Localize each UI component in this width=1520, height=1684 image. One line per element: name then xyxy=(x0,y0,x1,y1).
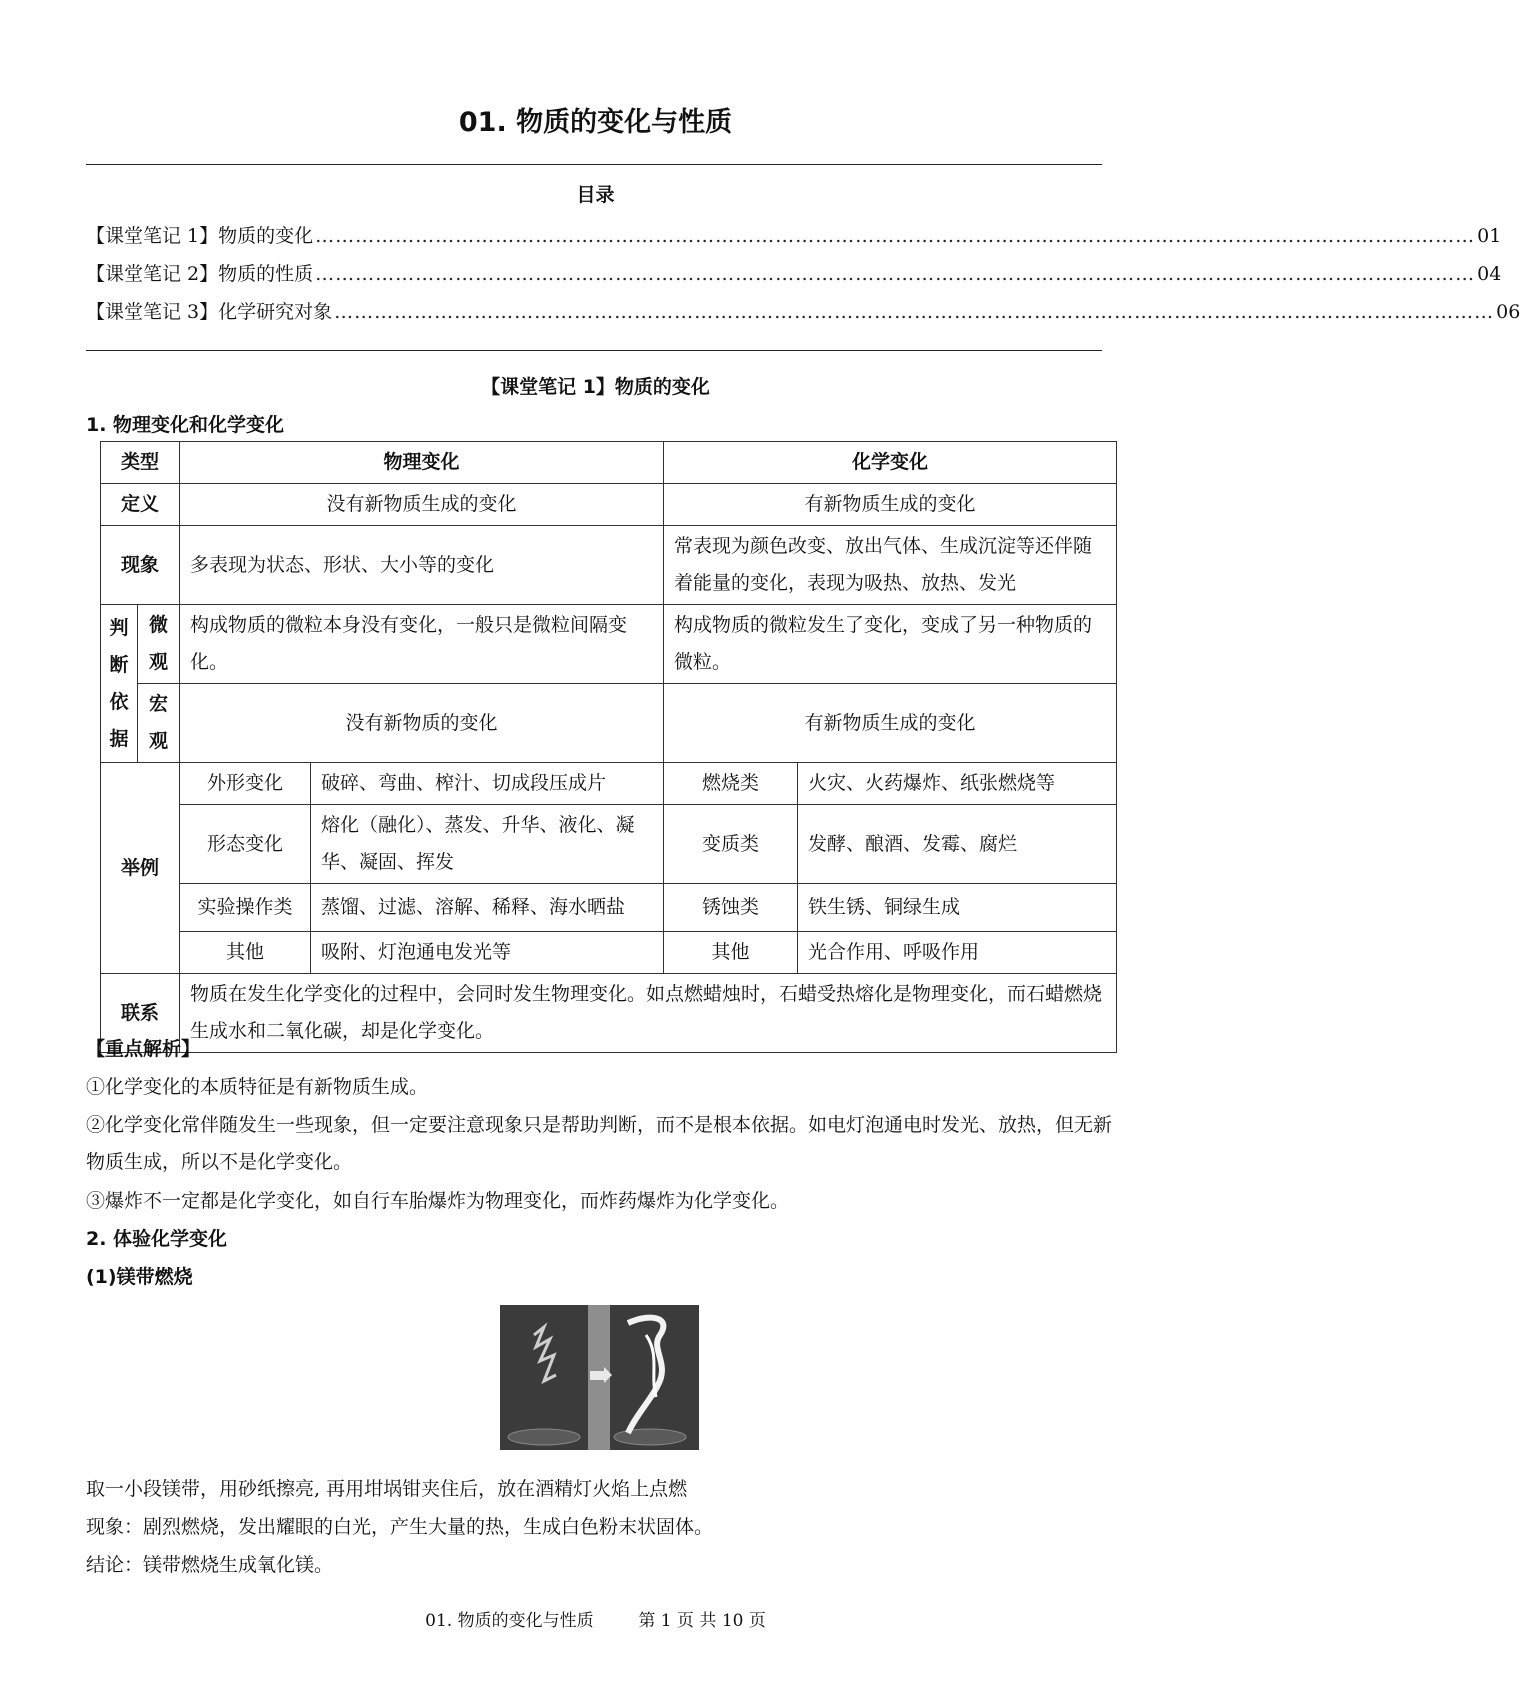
example-physical-text: 蒸馏、过滤、溶解、稀释、海水晒盐 xyxy=(311,884,664,932)
toc-item[interactable] xyxy=(86,221,1502,247)
page-footer xyxy=(0,1606,1191,1631)
key-points-heading: 【重点解析】 xyxy=(86,1038,201,1060)
row-label-examples: 举例 xyxy=(101,763,180,974)
divider-toc xyxy=(86,350,1102,351)
relation-text: 物质在发生化学变化的过程中，会同时发生物理变化。如点燃蜡烛时，石蜡受热熔化是物理变化，而石蜡燃烧生成水和二氧化碳，却是化学变化。 xyxy=(180,974,1117,1053)
example-chemical-text: 火灾、火药爆炸、纸张燃烧等 xyxy=(798,763,1117,805)
row-label-definition: 定义 xyxy=(101,484,180,526)
key-point: ③爆炸不一定都是化学变化，如自行车胎爆炸为物理变化，而炸药爆炸为化学变化。 xyxy=(86,1190,790,1212)
toc-leader: ………………………………………………………………………………………………………………………………………………………… xyxy=(334,301,1495,323)
row-label-basis: 判 断 依 据 xyxy=(101,605,138,763)
definition-chemical: 有新物质生成的变化 xyxy=(664,484,1117,526)
example-chemical-category: 其他 xyxy=(664,932,798,974)
footer-doc-title: 01. 物质的变化与性质 xyxy=(425,1611,594,1631)
toc-heading: 目录 xyxy=(576,184,615,206)
example-chemical-text: 铁生锈、铜绿生成 xyxy=(798,884,1117,932)
row-label-micro: 微 观 xyxy=(138,605,180,684)
toc-item[interactable] xyxy=(86,259,1502,285)
divider-top xyxy=(86,164,1102,165)
footer-page-info: 第 1 页 共 10 页 xyxy=(638,1611,766,1631)
micro-physical: 构成物质的微粒本身没有变化，一般只是微粒间隔变化。 xyxy=(180,605,664,684)
toc-item[interactable] xyxy=(86,297,1520,323)
conclusion-text: 结论：镁带燃烧生成氧化镁。 xyxy=(86,1554,334,1576)
change-comparison-table xyxy=(100,441,1117,1053)
row-label-phenomenon: 现象 xyxy=(101,526,180,605)
header-physical: 物理变化 xyxy=(180,442,664,484)
row-label-macro: 宏 观 xyxy=(138,684,180,763)
example-physical-category: 外形变化 xyxy=(180,763,311,805)
subheading-2: 2. 体验化学变化 xyxy=(86,1228,228,1250)
key-point: ②化学变化常伴随发生一些现象，但一定要注意现象只是帮助判断，而不是根本依据。如电灯泡通电时发光、放热，但无新物质生成，所以不是化学变化。 xyxy=(86,1114,1113,1173)
header-chemical: 化学变化 xyxy=(664,442,1117,484)
section-heading: 【课堂笔记 1】物质的变化 xyxy=(481,376,710,398)
key-point: ①化学变化的本质特征是有新物质生成。 xyxy=(86,1076,429,1098)
example-chemical-text: 光合作用、呼吸作用 xyxy=(798,932,1117,974)
toc-item-page: 06 xyxy=(1496,301,1520,323)
header-type: 类型 xyxy=(101,442,180,484)
toc-item-page: 01 xyxy=(1477,225,1502,247)
example-chemical-text: 发酵、酿酒、发霉、腐烂 xyxy=(798,805,1117,884)
phenomenon-text: 现象：剧烈燃烧，发出耀眼的白光，产生大量的热，生成白色粉末状固体。 xyxy=(86,1516,714,1538)
magnesium-burning-photo xyxy=(500,1305,699,1450)
micro-chemical: 构成物质的微粒发生了变化，变成了另一种物质的微粒。 xyxy=(664,605,1117,684)
definition-physical: 没有新物质生成的变化 xyxy=(180,484,664,526)
example-chemical-category: 变质类 xyxy=(664,805,798,884)
example-physical-category: 其他 xyxy=(180,932,311,974)
page-title: 01. 物质的变化与性质 xyxy=(458,107,733,138)
phenomenon-physical: 多表现为状态、形状、大小等的变化 xyxy=(180,526,664,605)
macro-physical: 没有新物质的变化 xyxy=(180,684,664,763)
example-physical-category: 实验操作类 xyxy=(180,884,311,932)
toc-item-label: 【课堂笔记 1】物质的变化 xyxy=(86,225,314,247)
example-physical-text: 破碎、弯曲、榨汁、切成段压成片 xyxy=(311,763,664,805)
example-physical-text: 吸附、灯泡通电发光等 xyxy=(311,932,664,974)
example-chemical-category: 燃烧类 xyxy=(664,763,798,805)
example-physical-text: 熔化（融化）、蒸发、升华、液化、凝华、凝固、挥发 xyxy=(311,805,664,884)
row-label-relation: 联系 xyxy=(101,974,180,1053)
toc-item-page: 04 xyxy=(1477,263,1502,285)
example-physical-category: 形态变化 xyxy=(180,805,311,884)
example-chemical-category: 锈蚀类 xyxy=(664,884,798,932)
toc-item-label: 【课堂笔记 2】物质的性质 xyxy=(86,263,314,285)
toc-leader: ………………………………………………………………………………………………………………………………………………………… xyxy=(315,225,1476,247)
subheading-1: 1. 物理变化和化学变化 xyxy=(86,414,285,436)
macro-chemical: 有新物质生成的变化 xyxy=(664,684,1117,763)
phenomenon-chemical: 常表现为颜色改变、放出气体、生成沉淀等还伴随着能量的变化，表现为吸热、放热、发光 xyxy=(664,526,1117,605)
step-text: 取一小段镁带，用砂纸擦亮, 再用坩埚钳夹住后，放在酒精灯火焰上点燃 xyxy=(86,1478,688,1500)
toc-item-label: 【课堂笔记 3】化学研究对象 xyxy=(86,301,333,323)
subheading-2-1: (1)镁带燃烧 xyxy=(86,1266,193,1288)
toc-leader: ………………………………………………………………………………………………………………………………………………………… xyxy=(315,263,1476,285)
